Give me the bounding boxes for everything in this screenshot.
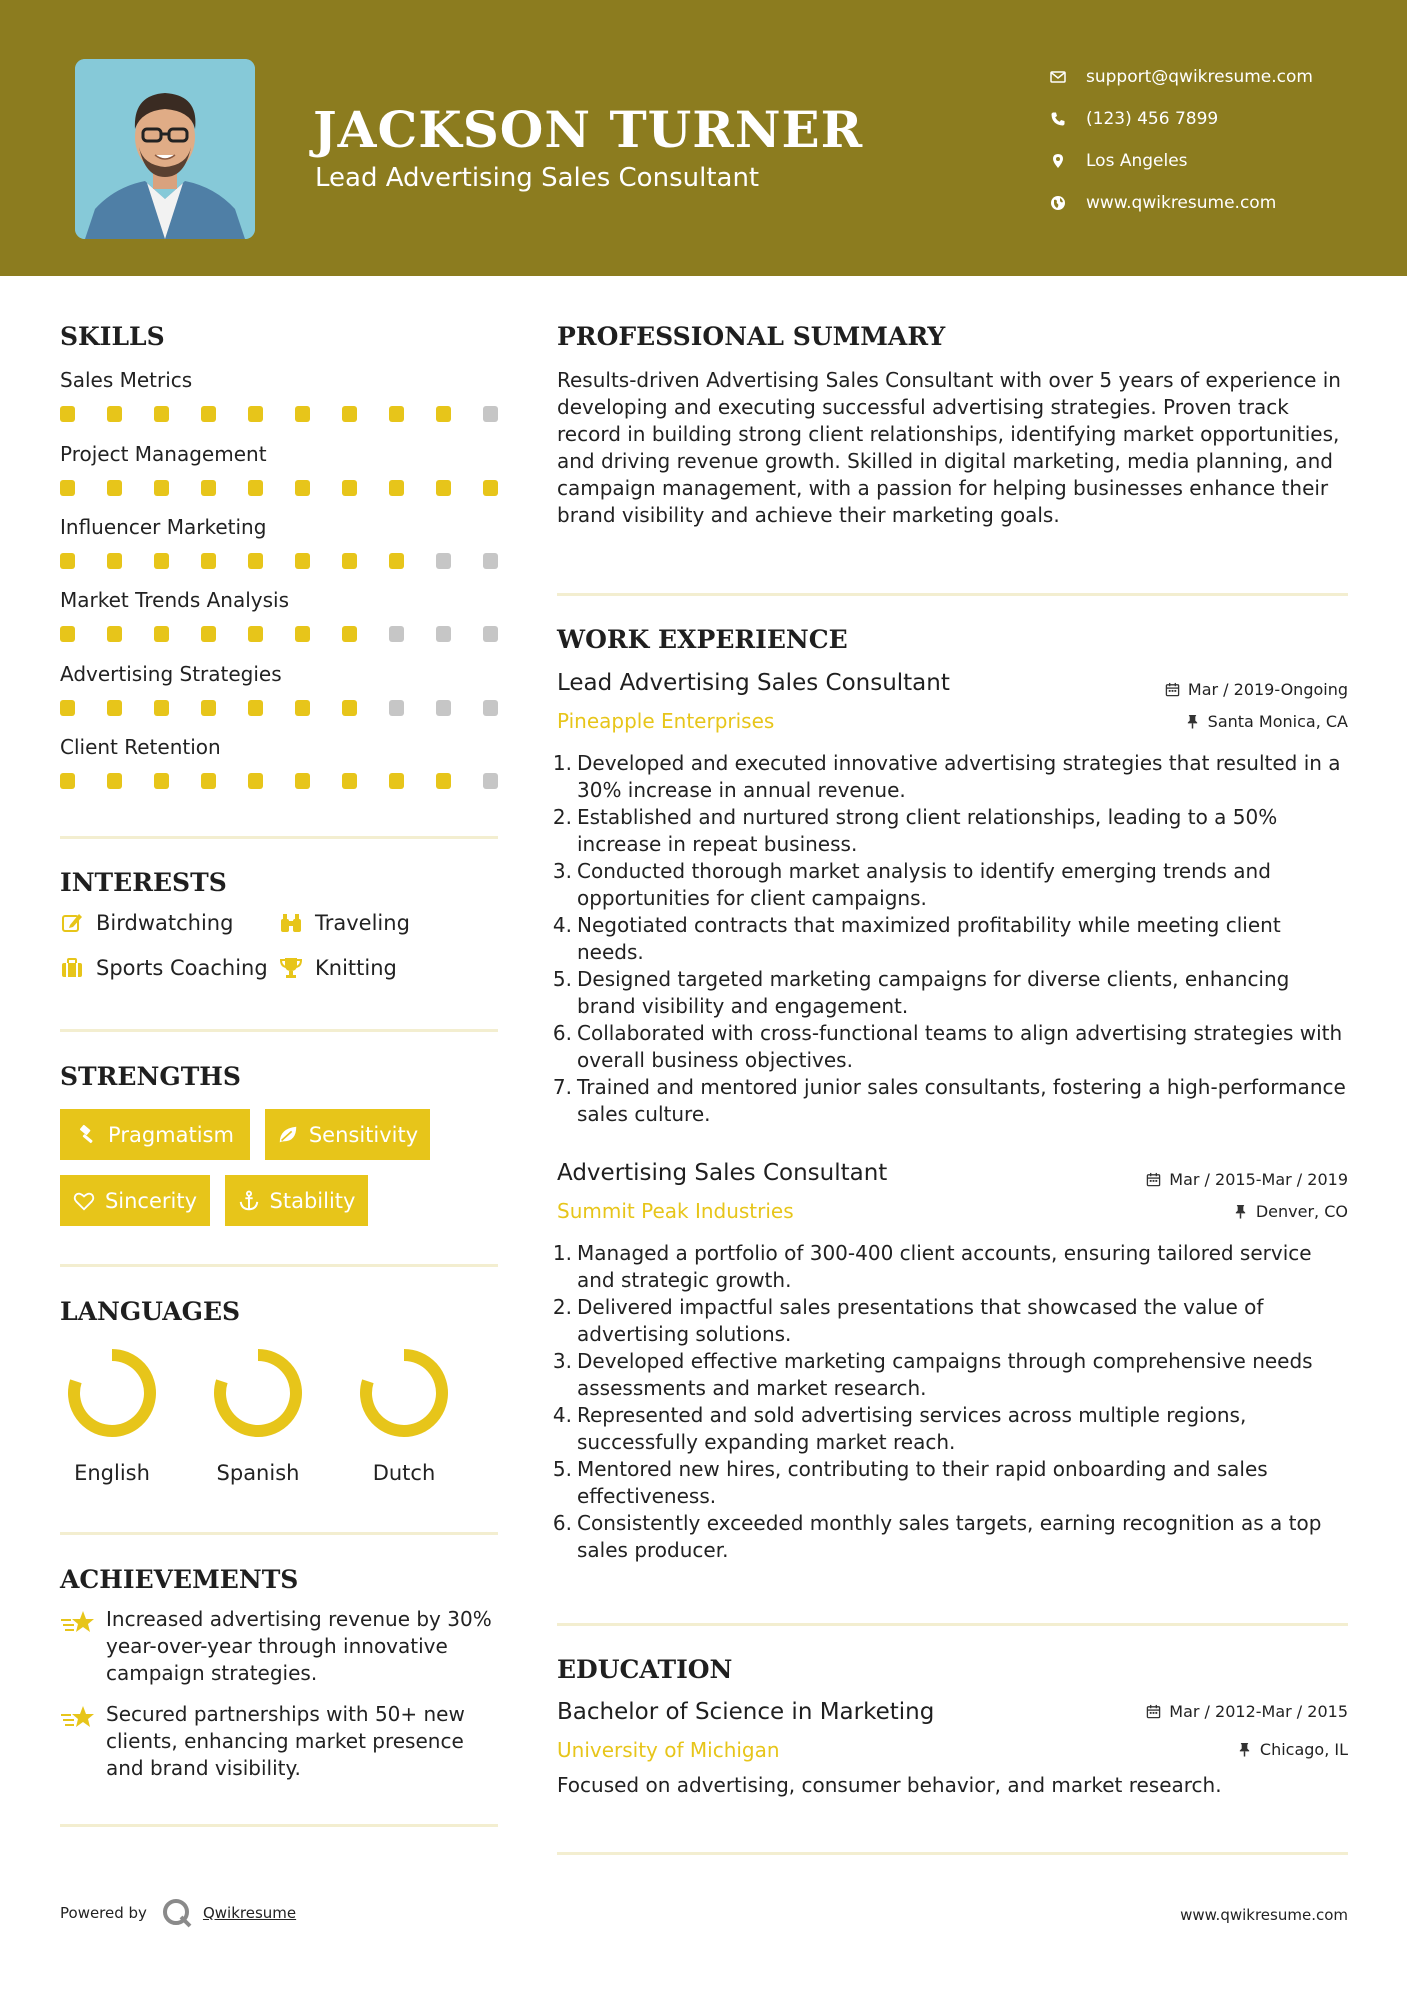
bullet-text: Established and nurtured strong client relationships, leading to a 50% increase in repeat business. — [577, 805, 1278, 856]
bullet-number: 1. — [552, 1241, 572, 1265]
contact-list — [1050, 56, 1380, 224]
rating-dot-filled — [436, 773, 451, 789]
strength-label: Sincerity — [104, 1188, 198, 1213]
strength-label: Stability — [269, 1188, 356, 1213]
rating-dot-empty — [483, 406, 498, 422]
rating-dot-filled — [60, 700, 75, 716]
contact-phone[interactable] — [1050, 98, 1380, 140]
achievement-text: Increased advertising revenue by 30% year-over-year through innovative campaign strategies. — [106, 1607, 492, 1685]
pencil-edit-icon — [60, 911, 84, 935]
education-heading: EDUCATION — [557, 1655, 733, 1684]
bullet-number: 5. — [552, 967, 572, 991]
skill-rating — [60, 480, 498, 498]
bullet-text: Represented and sold advertising services across multiple regions, successfully expanding market reach. — [577, 1403, 1247, 1454]
bullet-number: 4. — [552, 1403, 572, 1427]
section-divider — [60, 1824, 498, 1827]
rating-dot-filled — [60, 773, 75, 789]
education-degree: Bachelor of Science in Marketing — [557, 1699, 935, 1725]
rating-dot-filled — [60, 480, 75, 496]
bullet-text: Developed and executed innovative advertising strategies that resulted in a 30% increase in annual revenue. — [577, 751, 1341, 802]
bullet-text: Collaborated with cross-functional teams to align advertising strategies with overall business objectives. — [577, 1021, 1343, 1072]
rating-dot-filled — [295, 700, 310, 716]
language-item — [193, 1343, 323, 1485]
bullet-text: Managed a portfolio of 300-400 client accounts, ensuring tailored service and strategic growth. — [577, 1241, 1312, 1292]
interest-label: Birdwatching — [96, 911, 234, 935]
interest-item — [279, 956, 397, 980]
rating-dot-filled — [107, 626, 122, 642]
rating-dot-empty — [436, 553, 451, 569]
rating-dot-filled — [107, 406, 122, 422]
rating-dot-filled — [248, 700, 263, 716]
profile-photo — [75, 59, 255, 239]
pushpin-icon — [1233, 1204, 1248, 1219]
skill-rating — [60, 626, 498, 644]
footer-powered-by — [60, 1897, 296, 1929]
rating-dot-filled — [436, 480, 451, 496]
contact-location — [1050, 140, 1380, 182]
map-pin-icon — [1050, 153, 1086, 169]
resume-header — [0, 0, 1407, 276]
rating-dot-filled — [248, 406, 263, 422]
bullet-text: Mentored new hires, contributing to their rapid onboarding and sales effectiveness. — [577, 1457, 1268, 1508]
job-location — [1233, 1202, 1348, 1221]
section-divider — [557, 1852, 1348, 1855]
rating-dot-empty — [389, 700, 404, 716]
bullet-text: Delivered impactful sales presentations that showcased the value of advertising solutions. — [577, 1295, 1264, 1346]
strength-tag — [265, 1109, 430, 1160]
skill-name: Advertising Strategies — [60, 662, 282, 686]
rating-dot-filled — [107, 553, 122, 569]
rating-dot-filled — [154, 480, 169, 496]
rating-dot-filled — [295, 406, 310, 422]
rating-dot-empty — [483, 553, 498, 569]
job-bullet — [552, 750, 1352, 804]
education-school: University of Michigan — [557, 1738, 780, 1762]
section-divider — [557, 1623, 1348, 1626]
rating-dot-empty — [483, 626, 498, 642]
job-bullets — [552, 750, 1352, 1128]
rating-dot-filled — [342, 480, 357, 496]
language-gauge — [62, 1343, 162, 1443]
skill-rating — [60, 553, 498, 571]
job-bullet — [552, 1456, 1352, 1510]
bullet-number: 2. — [552, 805, 572, 829]
job-bullet — [552, 1294, 1352, 1348]
rating-dot-filled — [389, 553, 404, 569]
job-title: Lead Advertising Sales Consultant — [557, 670, 950, 696]
contact-email-text: support@qwikresume.com — [1086, 67, 1313, 87]
language-gauge — [208, 1343, 308, 1443]
trophy-icon — [279, 956, 303, 980]
section-divider — [60, 1264, 498, 1267]
contact-location-text: Los Angeles — [1086, 151, 1188, 171]
interests-heading: INTERESTS — [60, 868, 227, 897]
section-divider — [60, 836, 498, 839]
bullet-number: 3. — [552, 859, 572, 883]
rating-dot-filled — [60, 406, 75, 422]
rating-dot-filled — [154, 553, 169, 569]
rating-dot-filled — [201, 406, 216, 422]
rating-dot-filled — [107, 480, 122, 496]
rating-dot-filled — [154, 626, 169, 642]
rating-dot-filled — [154, 700, 169, 716]
summary-text: Results-driven Advertising Sales Consultant with over 5 years of experience in developing and executing successful advertising strategies. Proven track record in building strong client relationships, identifying market opportunities, and driving revenue growth. Skilled in digital marketing, media planning, and campaign management, with a passion for helping businesses enhance their brand visibility and achieve their marketing goals. — [557, 368, 1341, 527]
achievements-heading: ACHIEVEMENTS — [60, 1565, 299, 1594]
rating-dot-filled — [342, 700, 357, 716]
rating-dot-filled — [248, 480, 263, 496]
job-dates — [1146, 1170, 1348, 1189]
job-bullet — [552, 1020, 1352, 1074]
envelope-icon — [1050, 69, 1086, 85]
skills-heading: SKILLS — [60, 322, 165, 351]
rating-dot-empty — [483, 700, 498, 716]
rating-dot-filled — [154, 406, 169, 422]
contact-phone-text: (123) 456 7899 — [1086, 109, 1219, 129]
skill-name: Client Retention — [60, 735, 221, 759]
rating-dot-filled — [295, 480, 310, 496]
rating-dot-filled — [295, 773, 310, 789]
rating-dot-filled — [248, 626, 263, 642]
rating-dot-empty — [483, 773, 498, 789]
language-label: Spanish — [216, 1461, 300, 1485]
job-bullet — [552, 1240, 1352, 1294]
bullet-text: Trained and mentored junior sales consultants, fostering a high-performance sales culture. — [577, 1075, 1346, 1126]
job-bullets — [552, 1240, 1352, 1564]
bullet-text: Conducted thorough market analysis to identify emerging trends and opportunities for client campaigns. — [577, 859, 1271, 910]
shooting-star-icon — [60, 1608, 96, 1638]
rating-dot-filled — [389, 773, 404, 789]
job-location-text: Santa Monica, CA — [1207, 712, 1348, 731]
education-dates-text: Mar / 2012-Mar / 2015 — [1169, 1702, 1348, 1721]
rating-dot-filled — [295, 553, 310, 569]
job-bullet — [552, 966, 1352, 1020]
job-company: Summit Peak Industries — [557, 1199, 794, 1223]
language-gauge — [354, 1343, 454, 1443]
bullet-number: 1. — [552, 751, 572, 775]
anchor-icon — [238, 1190, 260, 1212]
bullet-number: 5. — [552, 1457, 572, 1481]
rating-dot-empty — [436, 700, 451, 716]
strength-label: Pragmatism — [108, 1122, 234, 1147]
job-company: Pineapple Enterprises — [557, 709, 775, 733]
language-item — [339, 1343, 469, 1485]
binoculars-icon — [279, 911, 303, 935]
strength-tag — [225, 1175, 368, 1226]
interest-item — [279, 911, 410, 935]
strength-label: Sensitivity — [308, 1122, 419, 1147]
gavel-icon — [76, 1124, 98, 1146]
heart-icon — [73, 1190, 95, 1212]
achievement-item — [60, 1701, 500, 1782]
bullet-number: 6. — [552, 1021, 572, 1045]
education-dates — [1146, 1702, 1348, 1721]
rating-dot-filled — [248, 553, 263, 569]
job-bullet — [552, 1348, 1352, 1402]
job-dates — [1165, 680, 1348, 699]
job-bullet — [552, 858, 1352, 912]
strengths-heading: STRENGTHS — [60, 1062, 241, 1091]
rating-dot-filled — [342, 626, 357, 642]
job-bullet — [552, 1074, 1352, 1128]
rating-dot-filled — [295, 626, 310, 642]
strength-tag — [60, 1175, 210, 1226]
skill-rating — [60, 406, 498, 424]
skill-name: Market Trends Analysis — [60, 588, 290, 612]
pushpin-icon — [1185, 714, 1200, 729]
qwikresume-link[interactable]: Qwikresume — [202, 1904, 297, 1922]
bullet-number: 3. — [552, 1349, 572, 1373]
rating-dot-filled — [201, 480, 216, 496]
language-label: Dutch — [372, 1461, 436, 1485]
rating-dot-filled — [60, 626, 75, 642]
skill-rating — [60, 700, 498, 718]
job-bullet — [552, 912, 1352, 966]
interest-label: Sports Coaching — [96, 956, 268, 980]
section-divider — [60, 1029, 498, 1032]
job-dates-text: Mar / 2015-Mar / 2019 — [1169, 1170, 1348, 1189]
contact-website-text: www.qwikresume.com — [1086, 193, 1277, 213]
job-dates-text: Mar / 2019-Ongoing — [1187, 680, 1348, 699]
rating-dot-filled — [107, 700, 122, 716]
person-portrait-icon — [75, 59, 255, 239]
rating-dot-filled — [201, 626, 216, 642]
job-title: Advertising Sales Consultant — [557, 1160, 888, 1186]
rating-dot-filled — [201, 773, 216, 789]
skill-name: Project Management — [60, 442, 267, 466]
bullet-text: Designed targeted marketing campaigns for diverse clients, enhancing brand visibility and engagement. — [577, 967, 1290, 1018]
education-location — [1237, 1740, 1348, 1759]
skill-rating — [60, 773, 498, 791]
job-bullet — [552, 1402, 1352, 1456]
rating-dot-filled — [389, 480, 404, 496]
contact-email[interactable] — [1050, 56, 1380, 98]
interest-item — [60, 956, 268, 980]
bullet-number: 4. — [552, 913, 572, 937]
section-divider — [557, 593, 1348, 596]
languages-heading: LANGUAGES — [60, 1297, 241, 1326]
rating-dot-filled — [389, 406, 404, 422]
interest-label: Knitting — [315, 956, 397, 980]
pushpin-icon — [1237, 1742, 1252, 1757]
rating-dot-filled — [483, 480, 498, 496]
job-bullet — [552, 1510, 1352, 1564]
rating-dot-filled — [107, 773, 122, 789]
qwikresume-logo-icon — [161, 1897, 193, 1929]
interest-item — [60, 911, 233, 935]
rating-dot-filled — [60, 553, 75, 569]
rating-dot-empty — [389, 626, 404, 642]
language-item — [47, 1343, 177, 1485]
bullet-number: 2. — [552, 1295, 572, 1319]
bullet-text: Developed effective marketing campaigns through comprehensive needs assessments and market research. — [577, 1349, 1313, 1400]
candidate-title: Lead Advertising Sales Consultant — [315, 163, 760, 193]
rating-dot-filled — [201, 553, 216, 569]
rating-dot-filled — [436, 406, 451, 422]
rating-dot-filled — [342, 406, 357, 422]
job-location — [1185, 712, 1348, 731]
section-divider — [60, 1532, 498, 1535]
achievement-item — [60, 1606, 500, 1687]
rating-dot-empty — [436, 626, 451, 642]
bullet-number: 7. — [552, 1075, 572, 1099]
leaf-icon — [277, 1124, 299, 1146]
bullet-text: Consistently exceeded monthly sales targets, earning recognition as a top sales producer. — [577, 1511, 1322, 1562]
education-location-text: Chicago, IL — [1259, 1740, 1348, 1759]
achievement-text: Secured partnerships with 50+ new clients, enhancing market presence and brand visibility. — [106, 1702, 465, 1780]
language-label: English — [74, 1461, 150, 1485]
calendar-icon — [1146, 1704, 1161, 1719]
bullet-text: Negotiated contracts that maximized profitability while meeting client needs. — [577, 913, 1281, 964]
interest-label: Traveling — [315, 911, 410, 935]
powered-by-text: Powered by — [60, 1904, 147, 1922]
phone-icon — [1050, 111, 1086, 127]
rating-dot-filled — [248, 773, 263, 789]
job-bullet — [552, 804, 1352, 858]
briefcase-icon — [60, 956, 84, 980]
globe-icon — [1050, 195, 1086, 211]
experience-heading: WORK EXPERIENCE — [557, 625, 848, 654]
footer-website[interactable]: www.qwikresume.com — [1180, 1906, 1348, 1924]
bullet-number: 6. — [552, 1511, 572, 1535]
candidate-name: JACKSON TURNER — [313, 100, 864, 159]
skill-name: Sales Metrics — [60, 368, 193, 392]
strength-tag — [60, 1109, 250, 1160]
shooting-star-icon — [60, 1703, 96, 1733]
contact-website[interactable] — [1050, 182, 1380, 224]
rating-dot-filled — [342, 553, 357, 569]
calendar-icon — [1165, 682, 1180, 697]
job-location-text: Denver, CO — [1255, 1202, 1348, 1221]
skill-name: Influencer Marketing — [60, 515, 267, 539]
rating-dot-filled — [201, 700, 216, 716]
calendar-icon — [1146, 1172, 1161, 1187]
education-description: Focused on advertising, consumer behavior, and market research. — [557, 1773, 1222, 1797]
rating-dot-filled — [154, 773, 169, 789]
summary-heading: PROFESSIONAL SUMMARY — [557, 322, 946, 351]
rating-dot-filled — [342, 773, 357, 789]
